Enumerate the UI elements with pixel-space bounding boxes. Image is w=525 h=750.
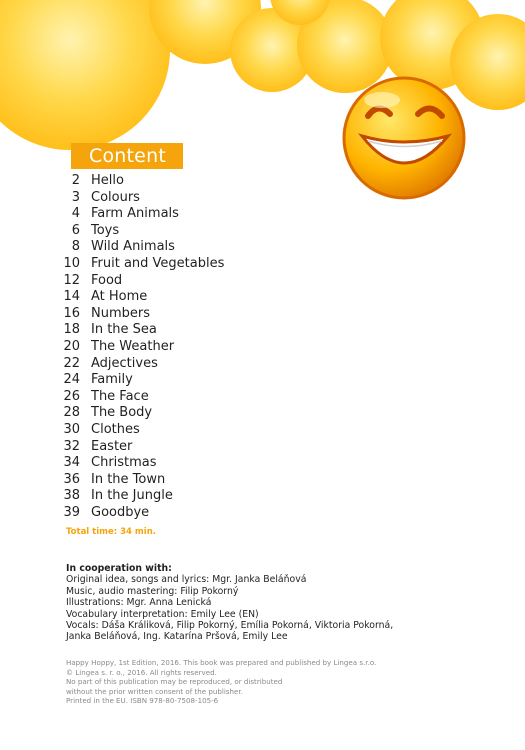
toc-page-number: 36 bbox=[63, 471, 80, 487]
toc-item bbox=[56, 322, 224, 339]
toc-page-number: 22 bbox=[63, 355, 80, 371]
legal-line: © Lingea s. r. o., 2016. All rights reserved. bbox=[66, 667, 217, 677]
credit-line: Illustrations: Mgr. Anna Lenická bbox=[66, 597, 212, 609]
toc-item bbox=[56, 455, 224, 472]
toc-label: Hello bbox=[91, 173, 124, 188]
toc-label: Fruit and Vegetables bbox=[91, 255, 225, 271]
legal-line: without the prior written consent of the publisher. bbox=[66, 686, 243, 696]
toc-label: Farm Animals bbox=[91, 206, 179, 222]
cooperation-heading: In cooperation with: bbox=[66, 563, 172, 574]
toc-page-number: 4 bbox=[71, 206, 80, 222]
toc-page-number: 39 bbox=[63, 504, 80, 520]
toc-label: Numbers bbox=[91, 305, 150, 321]
toc-label: Family bbox=[91, 372, 133, 388]
legal-notice bbox=[66, 658, 376, 706]
toc-label: The Face bbox=[91, 388, 149, 404]
credit-line: Vocabulary interpretation: Emily Lee (EN) bbox=[66, 608, 259, 620]
toc-label: At Home bbox=[91, 289, 148, 305]
toc-item bbox=[56, 356, 224, 373]
toc-label: Adjectives bbox=[91, 355, 158, 371]
toc-page-number: 32 bbox=[63, 438, 80, 454]
toc-label: Food bbox=[91, 272, 123, 288]
toc-label: The Weather bbox=[91, 338, 175, 354]
toc-item bbox=[56, 239, 224, 256]
toc-item bbox=[56, 389, 224, 406]
toc-item bbox=[56, 256, 224, 273]
toc-page-number: 8 bbox=[71, 239, 80, 255]
page-title: Content bbox=[89, 145, 166, 167]
toc-page-number: 6 bbox=[71, 222, 80, 238]
toc-page-number: 16 bbox=[63, 305, 80, 321]
toc-label: In the Town bbox=[91, 471, 166, 487]
toc-page-number: 24 bbox=[63, 372, 80, 388]
toc-label: In the Sea bbox=[91, 322, 157, 338]
total-time: Total time: 34 min. bbox=[66, 527, 156, 537]
toc-label: Wild Animals bbox=[91, 239, 175, 255]
toc-label: The Body bbox=[91, 405, 153, 421]
toc-page-number: 14 bbox=[63, 289, 80, 305]
credit-line: Original idea, songs and lyrics: Mgr. Janka Beláňová bbox=[66, 574, 307, 586]
table-of-contents bbox=[56, 173, 224, 521]
toc-item bbox=[56, 488, 224, 505]
toc-label: Easter bbox=[91, 438, 133, 454]
toc-item bbox=[56, 472, 224, 489]
toc-item bbox=[56, 339, 224, 356]
toc-item bbox=[56, 223, 224, 240]
title-banner bbox=[71, 143, 183, 169]
toc-item bbox=[56, 372, 224, 389]
toc-page-number: 34 bbox=[63, 455, 80, 471]
toc-item bbox=[56, 173, 224, 190]
toc-label: Goodbye bbox=[91, 504, 150, 520]
legal-line: No part of this publication may be reproduced, or distributed bbox=[66, 677, 283, 687]
toc-page-number: 3 bbox=[71, 189, 80, 205]
toc-page-number: 30 bbox=[63, 421, 80, 437]
toc-page-number: 26 bbox=[63, 388, 80, 404]
credit-line: Vocals: Dáša Králiková, Filip Pokorný, Emília Pokorná, Viktoria Pokorná, bbox=[66, 620, 394, 632]
toc-item bbox=[56, 306, 224, 323]
toc-page-number: 10 bbox=[63, 255, 80, 271]
toc-page-number: 28 bbox=[63, 405, 80, 421]
legal-line: Happy Hoppy, 1st Edition, 2016. This book was prepared and published by Lingea s.r.o. bbox=[66, 658, 377, 667]
toc-page-number: 18 bbox=[63, 322, 80, 338]
toc-label: Christmas bbox=[91, 455, 157, 471]
legal-line: Printed in the EU. ISBN 978-80-7508-105-6 bbox=[66, 696, 219, 706]
toc-page-number: 12 bbox=[63, 272, 80, 288]
toc-item bbox=[56, 289, 224, 306]
cooperation-credits bbox=[66, 563, 393, 643]
toc-item bbox=[56, 405, 224, 422]
toc-item bbox=[56, 505, 224, 522]
toc-item bbox=[56, 439, 224, 456]
credit-line: Music, audio mastering: Filip Pokorný bbox=[66, 585, 239, 597]
toc-item bbox=[56, 422, 224, 439]
toc-item bbox=[56, 206, 224, 223]
toc-label: Toys bbox=[91, 222, 120, 238]
toc-label: Colours bbox=[91, 189, 140, 205]
toc-item bbox=[56, 273, 224, 290]
credit-line: Janka Beláňová, Ing. Katarína Pršová, Emily Lee bbox=[66, 631, 288, 643]
toc-label: Clothes bbox=[91, 421, 140, 437]
toc-page-number: 2 bbox=[71, 173, 80, 188]
toc-page-number: 20 bbox=[63, 338, 80, 354]
toc-page-number: 38 bbox=[63, 488, 80, 504]
laughing-smiley-icon bbox=[338, 72, 470, 204]
toc-label: In the Jungle bbox=[91, 488, 173, 504]
toc-item bbox=[56, 190, 224, 207]
